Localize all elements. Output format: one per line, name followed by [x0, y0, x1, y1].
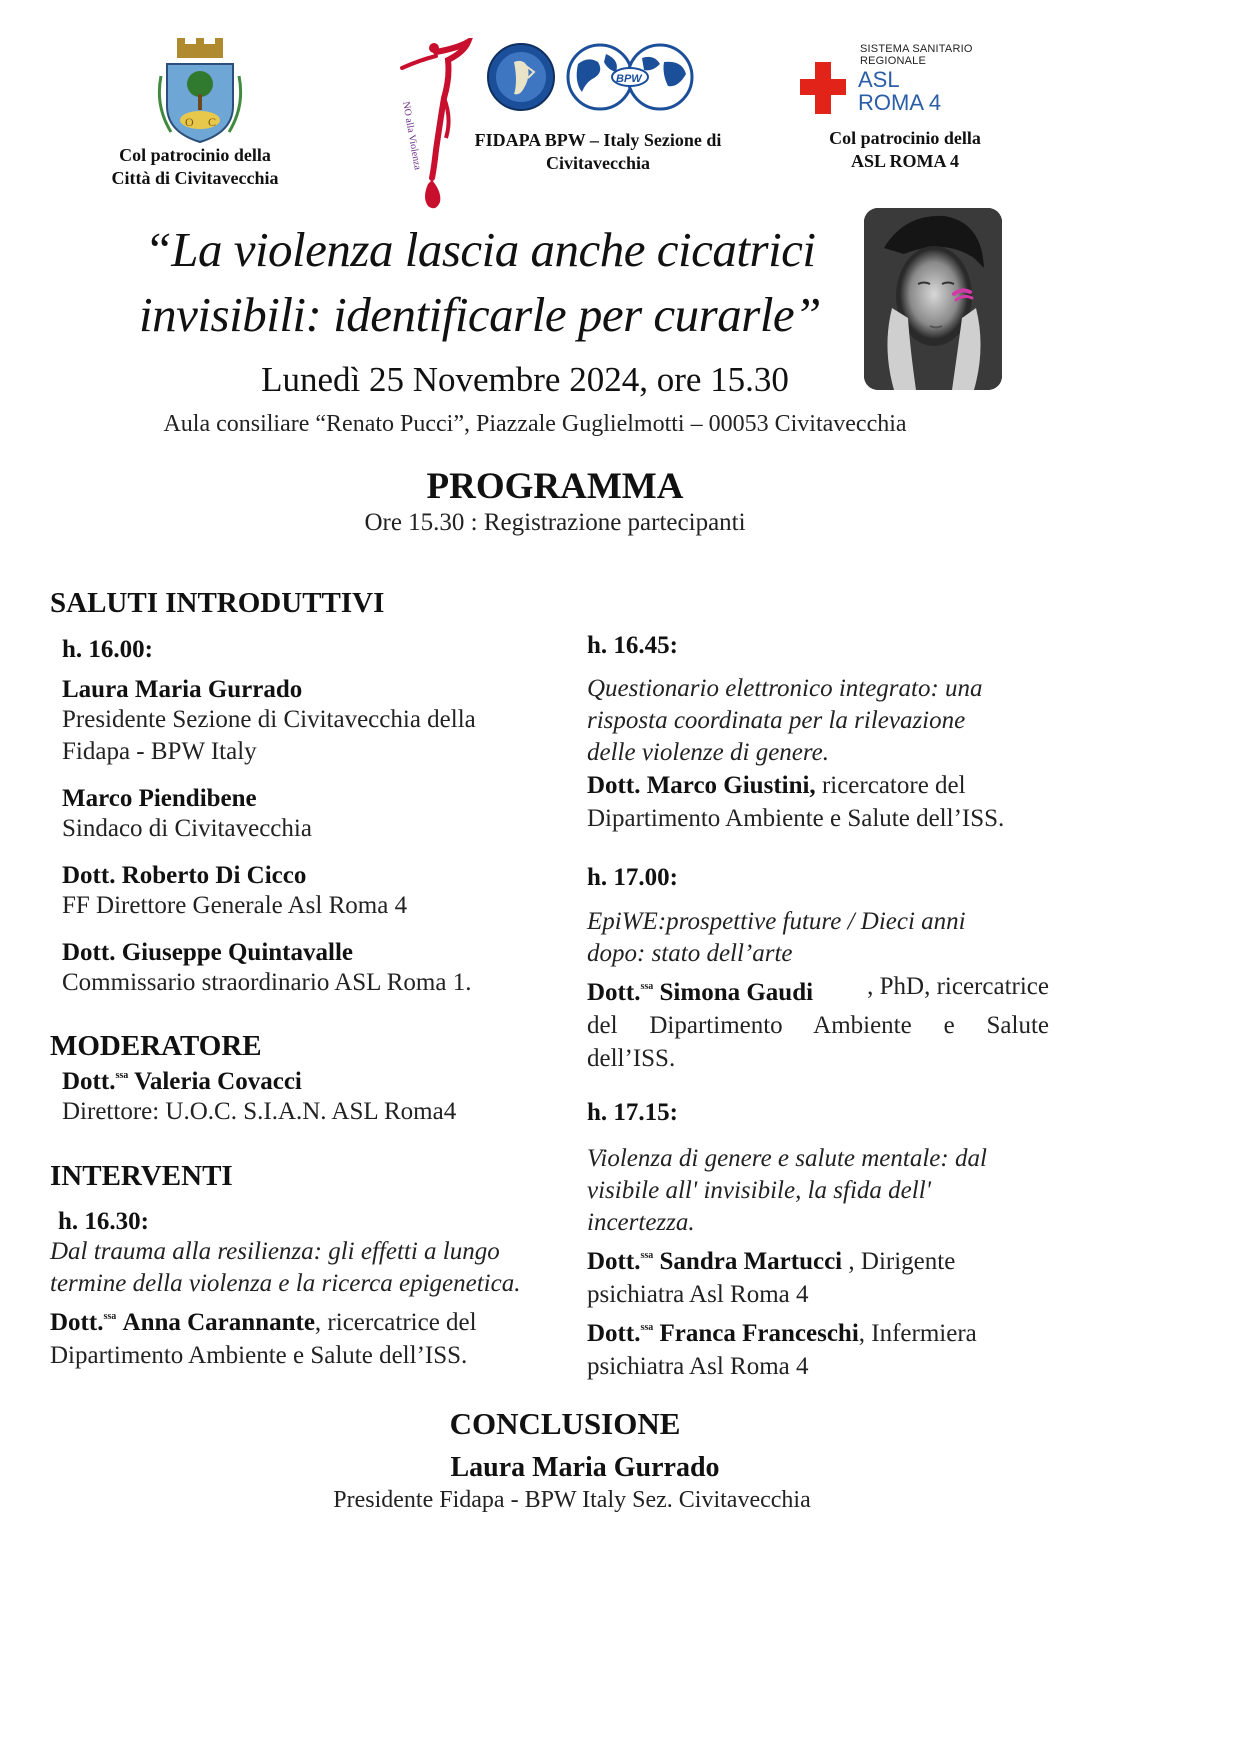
speaker-role-line: Presidente Sezione di Civitavecchia della	[62, 706, 476, 733]
speaker-title: Dott.	[50, 1309, 104, 1336]
speaker-role-line: Fidapa - BPW Italy	[62, 738, 257, 765]
asl-system-label: SISTEMA SANITARIO REGIONALE	[860, 43, 973, 67]
asl-logo-name	[858, 68, 941, 114]
speaker-role-line: psichiatra Asl Roma 4	[587, 1353, 809, 1380]
title-suffix: ssa	[640, 981, 654, 992]
svg-text:C: C	[208, 115, 217, 129]
caption-line: ASL ROMA 4	[850, 151, 960, 171]
talk-title-line: dopo: stato dell’arte	[587, 940, 793, 967]
talk-speaker	[587, 970, 1049, 1009]
left-patronage-caption	[90, 144, 300, 190]
talk-block	[50, 1236, 565, 1372]
title-suffix: ssa	[640, 1250, 654, 1261]
bpw-globe-icon	[564, 42, 696, 112]
moderator-title: Dott.	[62, 1068, 116, 1095]
fidapa-seal-icon	[484, 42, 558, 112]
talk-time: h. 16.30:	[58, 1208, 149, 1235]
speaker-name: Sandra Martucci	[659, 1248, 843, 1275]
bpw-logo-text: BPW	[616, 73, 642, 85]
talk-title-line: risposta coordinata per la rilevazione	[587, 707, 966, 734]
right-patronage-caption	[800, 127, 1010, 173]
speaker-role: , ricercatrice del	[314, 1309, 477, 1336]
title-line: invisibili: identificarle per curarle”	[139, 287, 821, 342]
caption-line: Civitavecchia	[546, 153, 650, 173]
talk-speaker	[587, 1239, 1057, 1278]
registration-line: Ore 15.30 : Registrazione partecipanti	[364, 509, 746, 536]
talk-title-line: Violenza di genere e salute mentale: dal	[587, 1145, 987, 1172]
speaker-name: Marco Piendibene	[62, 785, 257, 812]
coat-of-arms-icon	[155, 36, 245, 146]
conclusione-speaker-name: Laura Maria Gurrado	[450, 1452, 720, 1483]
speaker-role: ricercatore del	[815, 772, 966, 799]
caption-line: Città di Civitavecchia	[111, 168, 279, 188]
interventi-heading: INTERVENTI	[50, 1160, 233, 1192]
talk-speaker	[50, 1300, 565, 1339]
title-suffix: ssa	[103, 1311, 117, 1322]
moderator-name-line	[62, 1068, 562, 1096]
moderator	[62, 1068, 562, 1128]
speaker-role: , Infermiera	[858, 1320, 977, 1347]
asl-cross-icon	[800, 62, 846, 114]
talk-block	[587, 673, 1052, 835]
speaker-name: Dott. Marco Giustini,	[587, 772, 816, 799]
speaker-role-line: Commissario straordinario ASL Roma 1.	[62, 969, 472, 996]
speaker-name-group	[587, 970, 813, 1009]
speaker-role-line: FF Direttore Generale Asl Roma 4	[62, 892, 408, 919]
conclusione-speaker-role: Presidente Fidapa - BPW Italy Sez. Civitavecchia	[333, 1487, 811, 1513]
speaker-role-line: Sindaco di Civitavecchia	[62, 815, 312, 842]
conclusione-heading: CONCLUSIONE	[449, 1406, 681, 1441]
speaker-title: Dott.	[587, 979, 641, 1006]
speaker-role-line: psichiatra Asl Roma 4	[587, 1281, 809, 1308]
title-line: “La violenza lascia anche cicatrici	[144, 222, 816, 277]
moderator-name: Valeria Covacci	[134, 1068, 302, 1095]
event-title	[80, 217, 880, 347]
talk-title-line: incertezza.	[587, 1209, 695, 1236]
fidapa-caption	[458, 129, 738, 175]
talk-speaker	[587, 769, 1052, 802]
talk-title-line: delle violenze di genere.	[587, 739, 830, 766]
title-suffix: ssa	[115, 1070, 129, 1081]
moderator-role: Direttore: U.O.C. S.I.A.N. ASL Roma4	[62, 1098, 457, 1125]
talk-time: h. 17.00:	[587, 864, 678, 891]
saluti-heading: SALUTI INTRODUTTIVI	[50, 587, 385, 619]
speaker-role-line: Dipartimento Ambiente e Salute dell’ISS.	[50, 1342, 468, 1369]
talk-speaker	[587, 1311, 1057, 1350]
saluti-speaker	[62, 785, 562, 845]
asl-logo-line: ASL	[858, 67, 900, 92]
svg-text:O: O	[185, 115, 194, 129]
event-date: Lunedì 25 Novembre 2024, ore 15.30	[261, 360, 789, 399]
speaker-name: Dott. Giuseppe Quintavalle	[62, 939, 353, 966]
talk-block	[587, 1143, 1057, 1383]
speaker-name: Anna Carannante	[122, 1309, 315, 1336]
saluti-speaker	[62, 862, 562, 922]
speaker-role: , PhD, ricercatrice	[867, 973, 1049, 1000]
talk-title-line: EpiWE:prospettive future / Dieci anni	[587, 908, 966, 935]
caption-line: Col patrocinio della	[829, 128, 981, 148]
saluti-time: h. 16.00:	[62, 636, 153, 663]
speaker-name: Franca Franceschi	[659, 1320, 859, 1347]
saluti-speaker	[62, 939, 562, 999]
dancer-logo-icon	[392, 38, 478, 213]
saluti-speaker	[62, 676, 562, 768]
speaker-role-line: del Dipartimento Ambiente e Salute	[587, 1012, 1049, 1039]
speaker-role-line: Dipartimento Ambiente e Salute dell’ISS.	[587, 805, 1005, 832]
talk-time: h. 17.15:	[587, 1099, 678, 1126]
speaker-title: Dott.	[587, 1248, 641, 1275]
speaker-title: Dott.	[587, 1320, 641, 1347]
programma-heading: PROGRAMMA	[426, 466, 684, 507]
title-suffix: ssa	[640, 1322, 654, 1333]
caption-line: Col patrocinio della	[119, 145, 271, 165]
talk-title-line: termine della violenza e la ricerca epigenetica.	[50, 1270, 521, 1297]
event-venue: Aula consiliare “Renato Pucci”, Piazzale Guglielmotti – 00053 Civitavecchia	[163, 411, 907, 437]
speaker-name: Laura Maria Gurrado	[62, 676, 303, 703]
asl-logo-line: ROMA 4	[858, 90, 942, 115]
talk-title-line: Dal trauma alla resilienza: gli effetti a lungo	[50, 1238, 500, 1265]
speaker-name: Simona Gaudi	[659, 979, 814, 1006]
talk-block	[587, 906, 1049, 1075]
speaker-role: , Dirigente	[842, 1248, 956, 1275]
talk-time: h. 16.45:	[587, 632, 678, 659]
moderatore-heading: MODERATORE	[50, 1030, 262, 1062]
speaker-name: Dott. Roberto Di Cicco	[62, 862, 307, 889]
talk-title-line: visibile all' invisibile, la sfida dell'	[587, 1177, 931, 1204]
speaker-role-line: dell’ISS.	[587, 1045, 676, 1072]
svg-text:NO alla Violenza: NO alla Violenza	[400, 100, 423, 171]
caption-line: FIDAPA BPW – Italy Sezione di	[474, 130, 722, 150]
talk-title-line: Questionario elettronico integrato: una	[587, 675, 983, 702]
